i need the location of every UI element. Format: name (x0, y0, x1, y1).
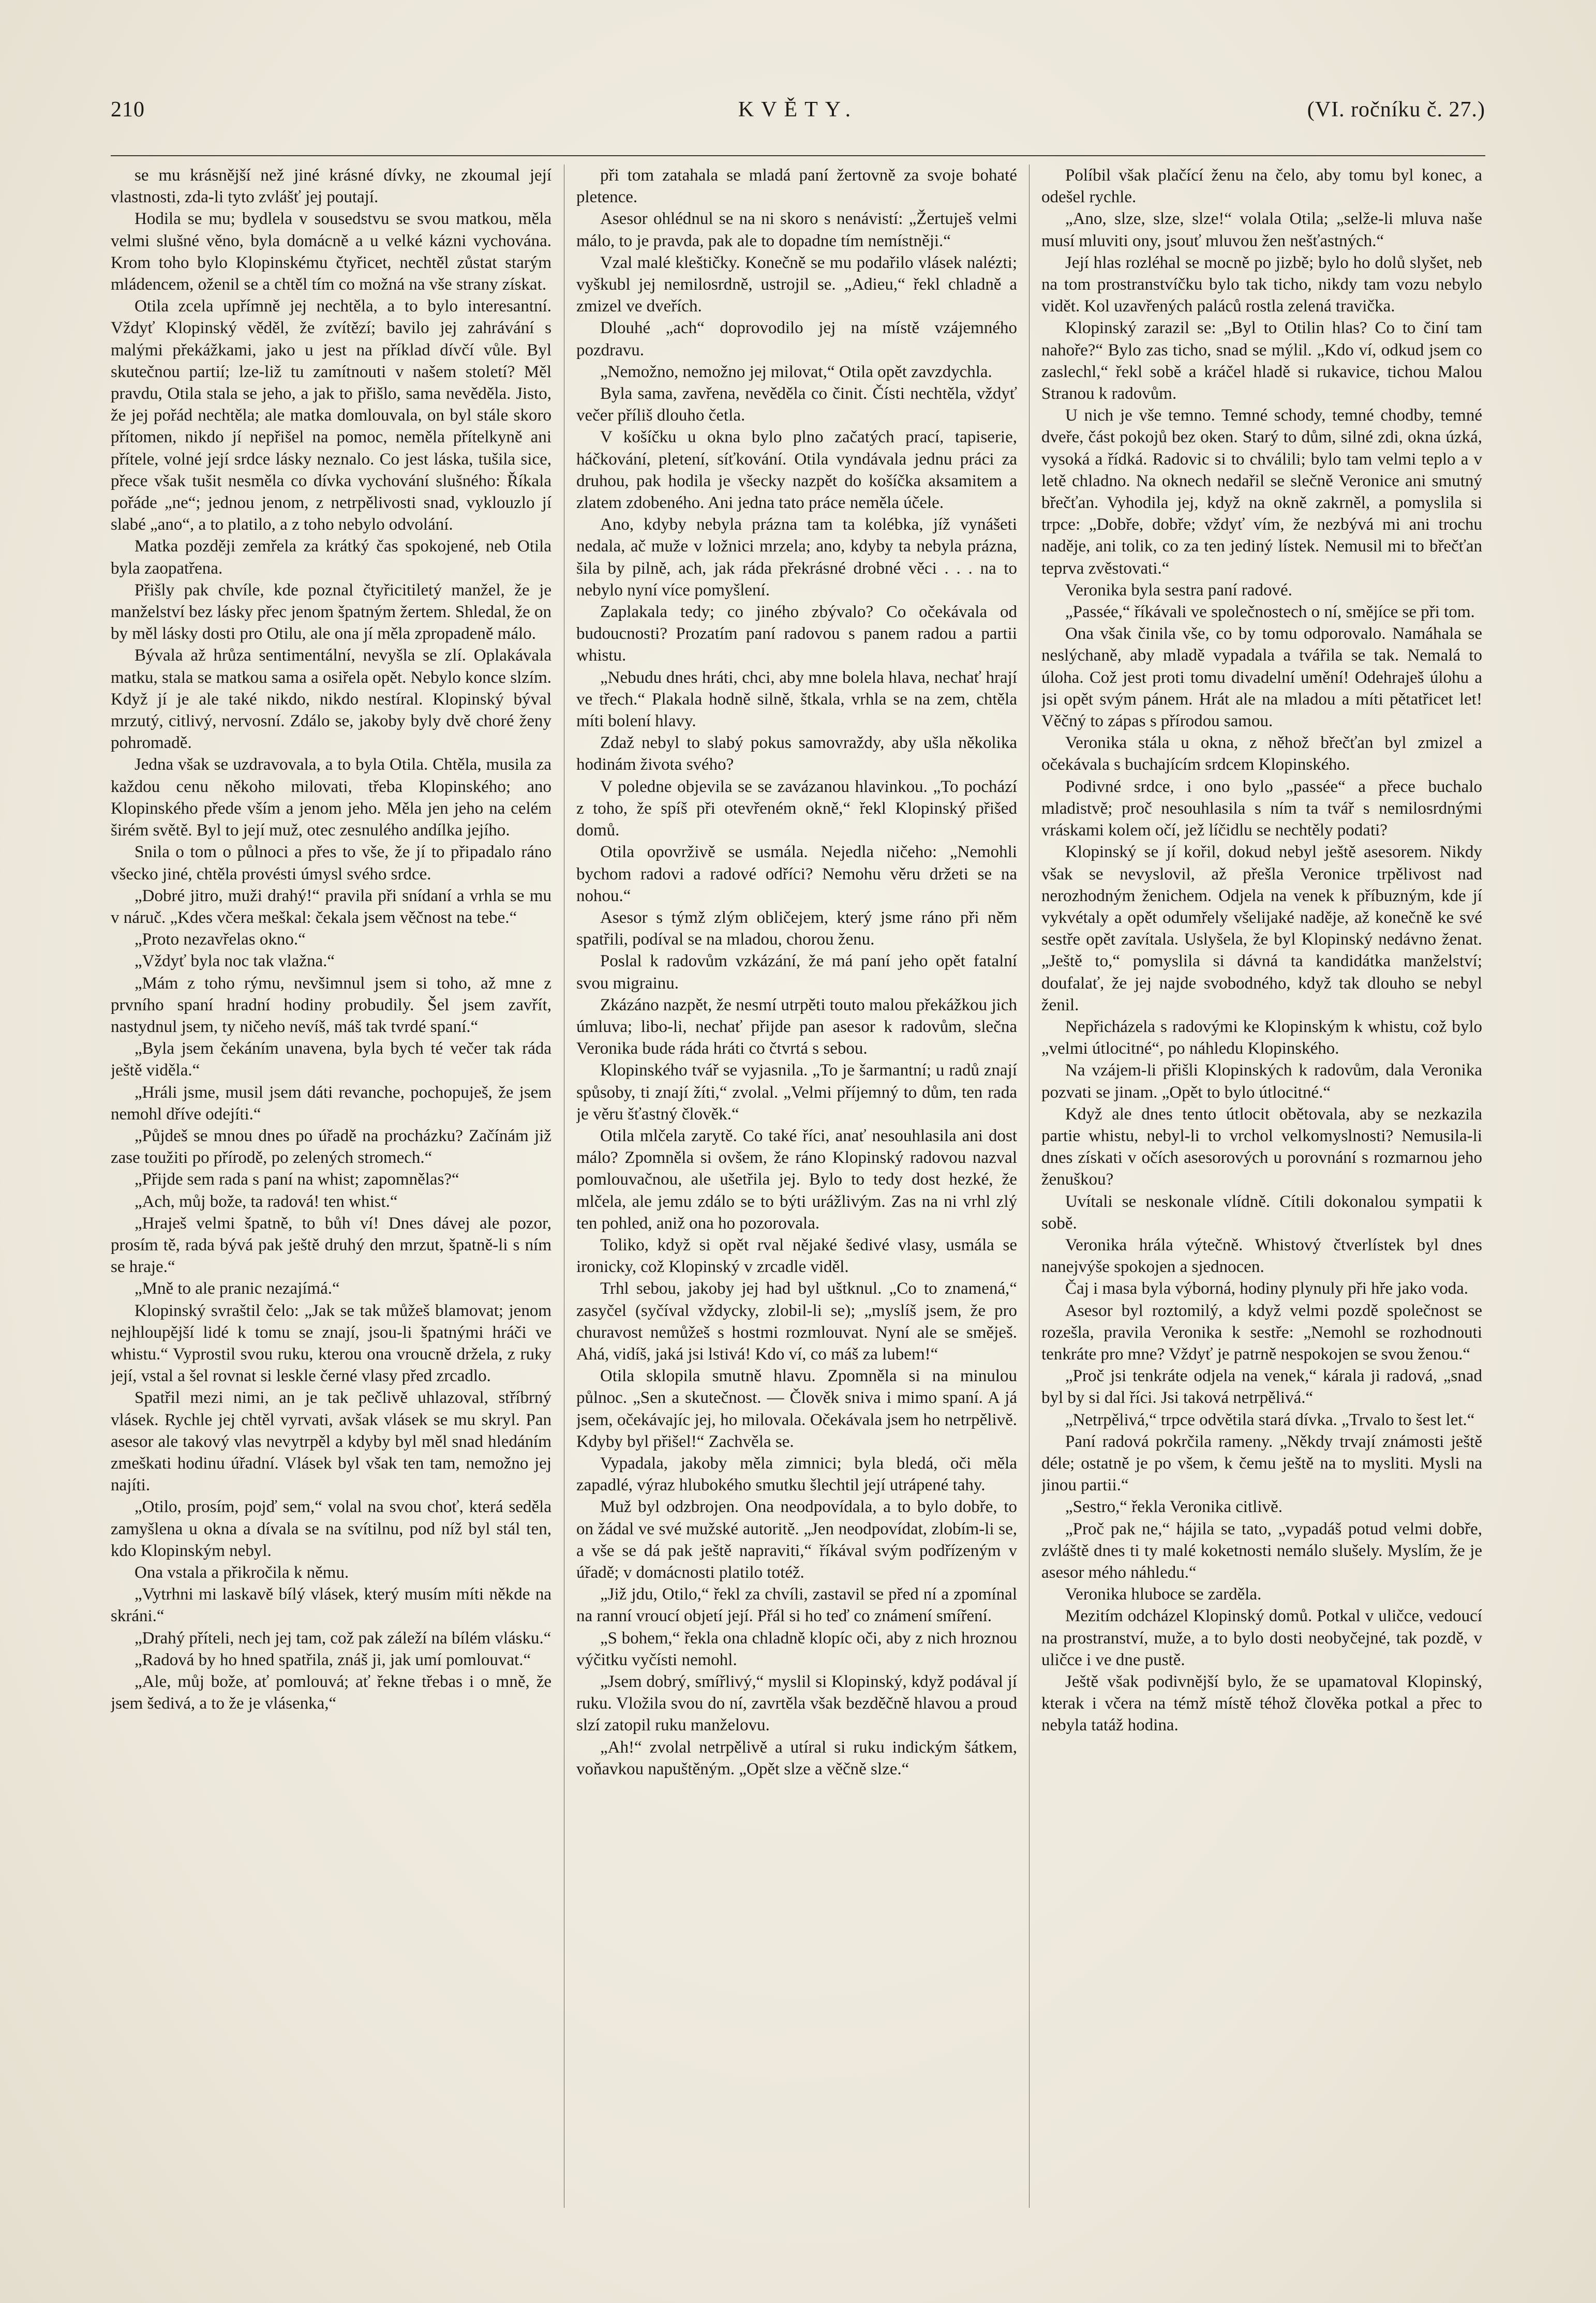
paragraph: Ještě však podivnější bylo, že se upamatoval Klopinský, kterak i včera na témž místě téhož člověka potkal a přec to nebyla tatáž hodina. (1041, 1672, 1482, 1735)
paragraph: Trhl sebou, jakoby jej had byl uštknul. „Co to znamená,“ zasyčel (syčíval vždycky, zlobil-li se); „myslíš jsem, že pro churavost nemůžeš s hostmi rozmlouvat. Nyní ale se směješ. Ahá, vidíš, jaká jsi lstivá! Kdo ví, co máš za lubem!“ (576, 1279, 1017, 1364)
paragraph: Matka později zemřela za krátký čas spokojené, neb Otila byla zaopatřena. (111, 537, 551, 578)
paragraph: „Nebudu dnes hráti, chci, aby mne bolela hlava, nechať hrají ve třech.“ Plakala hodně silně, štkala, vrhla se na zem, chtěla míti bolení hlavy. (576, 668, 1017, 731)
paragraph: při tom zatahala se mladá paní žertovně za svoje bohaté pletence. (576, 166, 1017, 207)
paragraph: „Hráli jsme, musil jsem dáti revanche, pochopuješ, že jsem nemohl dříve odejíti.“ (111, 1083, 551, 1124)
page-header (111, 92, 1485, 139)
paragraph: „Passée,“ říkávali ve společnostech o ní, smějíce se při tom. (1065, 603, 1475, 622)
journal-title: KVĚTY. (738, 98, 858, 122)
paragraph: Klopinský zarazil se: „Byl to Otilin hlas? Co to činí tam nahoře?“ Bylo zas ticho, snad se mýlil. „Kdo ví, odkud jsem co zaslechl,“ řekl sobě a kráčel hladě si rukavice, tichou Malou Stranou k radovům. (1041, 319, 1482, 403)
text-column-2 (576, 165, 1017, 2223)
paragraph: Její hlas rozléhal se mocně po jizbě; bylo ho dolů slyšet, neb na tom prostranstvíčku bylo tak ticho, nikdy tam vozu nebylo vidět. Kol uzavřených paláců rostla zelená travička. (1041, 253, 1482, 316)
paragraph: „Otilo, prosím, pojď sem,“ volal na svou choť, která seděla zamyšlena u okna a dívala se na svítilnu, pod níž byl stál ten, kdo Klopinským nebyl. (111, 1498, 551, 1560)
paragraph: „Proč jsi tenkráte odjela na venek,“ kárala ji radová, „snad byl by si dal říci. Jsi taková netrpělivá.“ (1041, 1367, 1482, 1408)
paragraph: Přišly pak chvíle, kde poznal čtyřicitiletý manžel, že je manželství bez lásky přec jenom špatným žertem. Shledal, že on by měl lásky dosti pro Otilu, ale ona jí měla zpropadeně málo. (111, 580, 551, 644)
paragraph: Ano, kdyby nebyla prázna tam ta kolébka, jíž vynášeti nedala, ač muže v ložnici mrzela; ano, kdyby ta nebyla prázna, šila by pilně, ach, jak ráda překrásné drobné věci . . . na to nebylo nyní více pomyšlení. (576, 515, 1017, 600)
paragraph: „Netrpělivá,“ trpce odvětila stará dívka. „Trvalo to šest let.“ (1065, 1410, 1475, 1429)
paragraph: Vzal malé kleštičky. Konečně se mu podařilo vlásek nalézti; vyškubl jej nemilosrdně, ustrojil se. „Adieu,“ řekl chladně a zmizel ve dveřích. (576, 253, 1017, 316)
paragraph: „Nemožno, nemožno jej milovat,“ Otila opět zavzdychla. (600, 362, 992, 381)
paragraph: Nepřicházela s radovými ke Klopinským k whistu, což bylo „velmi útlocitné“, po náhledu Klopinského. (1041, 1017, 1482, 1058)
paragraph: Zaplakala tedy; co jiného zbývalo? Co očekávala od budoucnosti? Prozatím paní radovou s panem radou a partii whistu. (576, 603, 1017, 665)
text-column-1 (111, 165, 551, 2223)
paragraph: „Hraješ velmi špatně, to bůh ví! Dnes dávej ale pozor, prosím tě, rada bývá pak ještě druhý den mrzut, špatně-li s ním se hraje.“ (111, 1214, 551, 1277)
page-number: 210 (111, 98, 145, 122)
paragraph: Veronika byla sestra paní radové. (1065, 580, 1292, 600)
paragraph: Podivné srdce, i ono bylo „passée“ a přece buchalo mladistvě; proč nesouhlasila s ním ta tvář s nemilosrdnými vráskami kolem očí, jež líčidlu se nechtěly podati? (1041, 777, 1482, 840)
paragraph: Poslal k radovům vzkázání, že má paní jeho opět fatalní svou migrainu. (576, 952, 1017, 993)
paragraph: Muž byl odzbrojen. Ona neodpovídala, a to bylo dobře, to on žádal ve své mužské autoritě. „Jen neodpovídat, zlobím-li se, a vše se dá pak ještě napraviti,“ říkával svým podřízeným v úřadě; v domácnosti platilo totéž. (576, 1498, 1017, 1582)
paragraph: Ona vstala a přikročila k němu. (135, 1563, 349, 1582)
paragraph: „Ah!“ zvolal netrpělivě a utíral si ruku indickým šátkem, voňavkou napuštěným. „Opět slze a věčně slze.“ (576, 1738, 1017, 1778)
paragraph: Políbil však plačící ženu na čelo, aby tomu byl konec, a odešel rychle. (1041, 166, 1482, 207)
paragraph: „Sestro,“ řekla Veronika citlivě. (1065, 1498, 1282, 1517)
paragraph: „Vytrhni mi laskavě bílý vlásek, který musím míti někde na skráni.“ (111, 1585, 551, 1626)
paragraph: Zkázáno nazpět, že nesmí utrpěti touto malou překážkou jich úmluva; libo-li, nechať přijde pan asesor k radovům, slečna Veronika bude ráda hráti co čtvrtá s sebou. (576, 995, 1017, 1058)
paragraph: „Půjdeš se mnou dnes po úřadě na procházku? Začínám již zase toužiti po přírodě, po zelených stromech.“ (111, 1126, 551, 1168)
paragraph: „S bohem,“ řekla ona chladně klopíc oči, aby z nich hroznou výčitku vyčísti nemohl. (576, 1628, 1017, 1669)
paragraph: Otila sklopila smutně hlavu. Zpomněla si na minulou půlnoc. „Sen a skutečnost. — Člověk sniva i mimo spaní. A já jsem, očekávajíc jej, ho milovala. Očekávala jsem ho netrpělivě. Kdyby byl přišel!“ Zachvěla se. (576, 1367, 1017, 1451)
column-divider (1029, 165, 1030, 2208)
paragraph: „Byla jsem čekáním unavena, byla bych té večer tak ráda ještě viděla.“ (111, 1039, 551, 1080)
paragraph: Toliko, když si opět rval nějaké šedivé vlasy, usmála se ironicky, což Klopinský v zrcadle viděl. (576, 1235, 1017, 1277)
paragraph: Asesor byl roztomilý, a když velmi pozdě společnost se rozešla, pravila Veronika k sestře: „Nemohl se rozhodnouti tenkráte pro mne? Vždyť je patrně nespokojen se svou ženou.“ (1041, 1301, 1482, 1364)
header-rule (111, 155, 1485, 156)
issue-label: (VI. ročníku č. 27.) (1307, 98, 1485, 122)
paragraph: „Proč pak ne,“ hájila se tato, „vypadáš potud velmi dobře, zvláště dnes ti ty malé koketnosti nemálo slušely. Myslím, že je asesor mého náhledu.“ (1041, 1519, 1482, 1582)
paragraph: „Drahý příteli, nech jej tam, což pak záleží na bílém vlásku.“ (135, 1628, 551, 1648)
paragraph: Vypadala, jakoby měla zimnici; byla bledá, oči měla zapadlé, výraz hlubokého smutku šlechtil její utrápené tahy. (576, 1454, 1017, 1495)
paragraph: Veronika hrála výtečně. Whistový čtverlístek byl dnes nanejvýše spokojen a sjednocen. (1041, 1235, 1482, 1277)
paragraph: Paní radová pokrčila rameny. „Někdy trvají známosti ještě déle; ostatně je po všem, k čemu ještě na to mysliti. Mysli na jinou partii.“ (1041, 1432, 1482, 1495)
paragraph: Veronika stála u okna, z něhož břečťan byl zmizel a očekávala s buchajícím srdcem Klopinského. (1041, 734, 1482, 774)
paragraph: Dlouhé „ach“ doprovodilo jej na místě vzájemného pozdravu. (576, 319, 1017, 360)
paragraph: Klopinský se jí kořil, dokud nebyl ještě asesorem. Nikdy však se nevyslovil, až přešla Veronice trpělivost nad nerozhodným ženichem. Odjela na venek k příbuzným, kde jí vykvétaly a opět odumřely všelijaké naděje, až konečně ke své sestře opět zavítala. Uslyšela, že byl Klopinský nedávno ženat. „Ještě to,“ pomyslila si dávná ta kandidátka manželství; doufalať, že jej najde svobodného, když tak dlouho se nebyl ženil. (1041, 843, 1482, 1014)
paragraph: Čaj i masa byla výborná, hodiny plynuly při hře jako voda. (1065, 1279, 1469, 1298)
text-column-3 (1041, 165, 1482, 2223)
paragraph: Otila opovrživě se usmála. Nejedla ničeho: „Nemohli bychom radovi a radové odříci? Nemohu věru držeti se na nohou.“ (576, 843, 1017, 905)
paragraph: „Přijde sem rada s paní na whist; zapomnělas?“ (135, 1170, 459, 1189)
paragraph: „Dobré jitro, muži drahý!“ pravila při snídaní a vrhla se mu v náruč. „Kdes včera meškal: čekala jsem věčnost na tebe.“ (111, 886, 551, 927)
paragraph: Spatřil mezi nimi, an je tak pečlivě uhlazoval, stříbrný vlásek. Rychle jej chtěl vyrvati, avšak vlásek se mu skryl. Pan asesor ale takový vlas nevytrpěl a kdyby byl měl snad hledáním zmeškati hodinu úřadní. Vlásek byl však ten tam, nemožno jej najíti. (111, 1388, 551, 1495)
paragraph: V košíčku u okna bylo plno začatých prací, tapiserie, háčkování, pletení, síťkování. Otila vyndávala jednu práci za druhou, pak hodila je všecky nazpět do košíčka aksamitem a zlatem zdobeného. Ani jedna tato práce neměla účele. (576, 428, 1017, 513)
paragraph: Byla sama, zavřena, nevěděla co činit. Čísti nechtěla, vždyť večer příliš dlouho četla. (576, 384, 1017, 425)
paragraph: Asesor s týmž zlým obličejem, který jsme ráno při něm spatřili, podíval se na mladou, chorou ženu. (576, 908, 1017, 949)
paragraph: Klopinského tvář se vyjasnila. „To je šarmantní; u radů znají spůsoby, ti znají žíti,“ zvolal. „Velmi příjemný to dům, ten rada je věru šťastný člověk.“ (576, 1061, 1017, 1124)
paragraph: Snila o tom o půlnoci a přes to vše, že jí to připadalo ráno všecko jiné, chtěla provésti úmysl svého srdce. (111, 843, 551, 884)
paragraph: „Vždyť byla noc tak vlažna.“ (135, 952, 335, 971)
paragraph: Jedna však se uzdravovala, a to byla Otila. Chtěla, musila za každou cenu někoho milovati, třeba Klopinského; ano Klopinského přede vším a jenom jeho. Měla jen jeho na celém širém světě. Byl to její muž, otec zesnulého andílka jejího. (111, 755, 551, 840)
paragraph: Asesor ohlédnul se na ni skoro s nenávistí: „Žertuješ velmi málo, to je pravda, pak ale to dopadne tím nemístněji.“ (576, 210, 1017, 250)
paragraph: Mezitím odcházel Klopinský domů. Potkal v uličce, vedoucí na prostranství, muže, a to bylo dosti neobyčejné, tak pozdě, v uličce i ve dne pustě. (1041, 1607, 1482, 1669)
paragraph: „Již jdu, Otilo,“ řekl za chvíli, zastavil se před ní a zpomínal na ranní vroucí objetí její. Přál si ho teď co známení smíření. (576, 1585, 1017, 1626)
paragraph: Veronika hluboce se zarděla. (1065, 1585, 1262, 1604)
paragraph: Na vzájem-li přišli Klopinských k radovům, dala Veronika pozvati se jinam. „Opět to bylo útlocitné.“ (1041, 1061, 1482, 1102)
paragraph: Když ale dnes tento útlocit obětovala, aby se nezkazila partie whistu, nebyl-li to vrchol velkomyslnosti? Nemusila-li dnes získati v očích asesorových u porovnání s rozmarnou jeho ženuškou? (1041, 1104, 1482, 1189)
paragraph: Bývala až hrůza sentimentální, nevyšla se zlí. Oplakávala matku, stala se matkou sama a osiřela opět. Nebylo konce slzím. Když jí je ale také nikdo, nikdo nestíral. Klopinský býval mrzutý, citlivý, nervosní. Zdálo se, jakoby byly dvě choré ženy pohromadě. (111, 646, 551, 753)
paragraph: „Ale, můj bože, ať pomlouvá; ať řekne třebas i o mně, že jsem šedivá, a to že je vlásenka,“ (111, 1672, 551, 1713)
paragraph: U nich je vše temno. Temné schody, temné chodby, temné dveře, část pokojů bez oken. Starý to dům, silné zdi, okna úzká, vysoká a řídká. Radovic si to chválili; bylo tam velmi teplo a v letě chladno. Na oknech nedařil se slečně Veronice ani smutný břečťan. Vyhodila jej, když na okně zakrněl, a pomyslila si trpce: „Dobře, dobře; vždyť vím, že nezbývá mi ani trochu naděje, ani tolik, co za ten jediný lístek. Nemusil mi to břečťan teprva zvěstovati.“ (1041, 406, 1482, 578)
paragraph: Klopinský svraštil čelo: „Jak se tak můžeš blamovat; jenom nejhloupější lidé k tomu se znají, jsou-li špatnými hráči ve whistu.“ Vyprostil svou ruku, kterou ona vroucně držela, z ruky její, vstal a šel rovnat si leskle černé vlasy před zrcadlo. (111, 1301, 551, 1386)
paragraph: Uvítali se neskonale vlídně. Cítili dokonalou sympatii k sobě. (1041, 1192, 1482, 1233)
paragraph: Hodila se mu; bydlela v sousedstvu se svou matkou, měla velmi slušné věno, byla domácně a u velké kázni vychována. Krom toho bylo Klopinskému čtyřicet, nechtěl zůstat starým mládencem, oženil se a chtěl tím co možná na vše strany získat. (111, 210, 551, 294)
paragraph: Otila mlčela zarytě. Co také říci, anať nesouhlasila ani dost málo? Zpomněla si ovšem, že ráno Klopinský radovou nazval pomlouvačnou, ale ušetřila jej. Bylo to tedy dost hezké, že mlčela, ale jemu zdálo se to býti urážlivým. Zas na ni vrhl zlý ten pohled, aniž ona ho pozorovala. (576, 1126, 1017, 1233)
paragraph: Otila zcela upřímně jej nechtěla, a to bylo interesantní. Vždyť Klopinský věděl, že zvítězí; bavilo jej zahrávání s malými překážkami, jako u jest na příklad dívčí vůle. Byl skutečnou partií; lze-liž tu zamítnouti v našem století? Měl pravdu, Otila stala se jeho, a jak to přišlo, sama nevěděla. Jisto, že jej pořád nechtěla; ale matka domlouvala, on byl stále skoro přítomen, nikdo jí nepřišel na pomoc, neměla přítelkyně ani přítele, volné její srdce lásky neznalo. Co jest láska, tušila sice, přece však tušit nesměla co dívka vychování slušného: Říkala pořáde „ne“; jednou jenom, z netrpělivosti snad, vyklouzlo jí slabé „ano“, a to platilo, a z toho nebylo odvolání. (111, 297, 551, 534)
paragraph: V poledne objevila se se zavázanou hlavinkou. „To pochází z toho, že spíš při otevřeném okně,“ řekl Klopinský přišed domů. (576, 777, 1017, 840)
paragraph: „Jsem dobrý, smířlivý,“ myslil si Klopinský, když podával jí ruku. Vložila svou do ní, zavrtěla však bezděčně hlavou a proud slzí zatopil ruku manželovu. (576, 1672, 1017, 1735)
paragraph: „Proto nezavřelas okno.“ (135, 930, 306, 949)
paragraph: Ona však činila vše, co by tomu odporovalo. Namáhala se neslýchaně, aby mladě vypadala a tvářila se tak. Nemalá to úloha. Což jest proti tomu divadelní umění! Odehraješ úlohu a jsi opět svým pánem. Hrát ale na mladou a míti pětatřicet let! Věčný to zápas s přírodou samou. (1041, 624, 1482, 731)
paragraph: Zdaž nebyl to slabý pokus samovraždy, aby ušla několika hodinám života svého? (576, 734, 1017, 774)
paragraph: „Radová by ho hned spatřila, znáš ji, jak umí pomlouvat.“ (135, 1650, 531, 1669)
paragraph: „Mně to ale pranic nezajímá.“ (135, 1279, 340, 1298)
paragraph: „Mám z toho rýmu, nevšimnul jsem si toho, až mne z prvního spaní hradní hodiny probudily. Šel jsem zavřít, nastydnul jsem, ty ničeho nevíš, máš tak tvrdé spaní.“ (111, 974, 551, 1036)
paragraph: „Ach, můj bože, ta radová! ten whist.“ (135, 1192, 398, 1211)
paragraph: se mu krásnější než jiné krásné dívky, ne zkoumal její vlastnosti, zda-li tyto zvlášť jej poutají. (111, 166, 551, 207)
paragraph: „Ano, slze, slze, slze!“ volala Otila; „selže-li mluva naše musí mluviti ony, jsouť mluvou žen nešťastných.“ (1041, 210, 1482, 250)
